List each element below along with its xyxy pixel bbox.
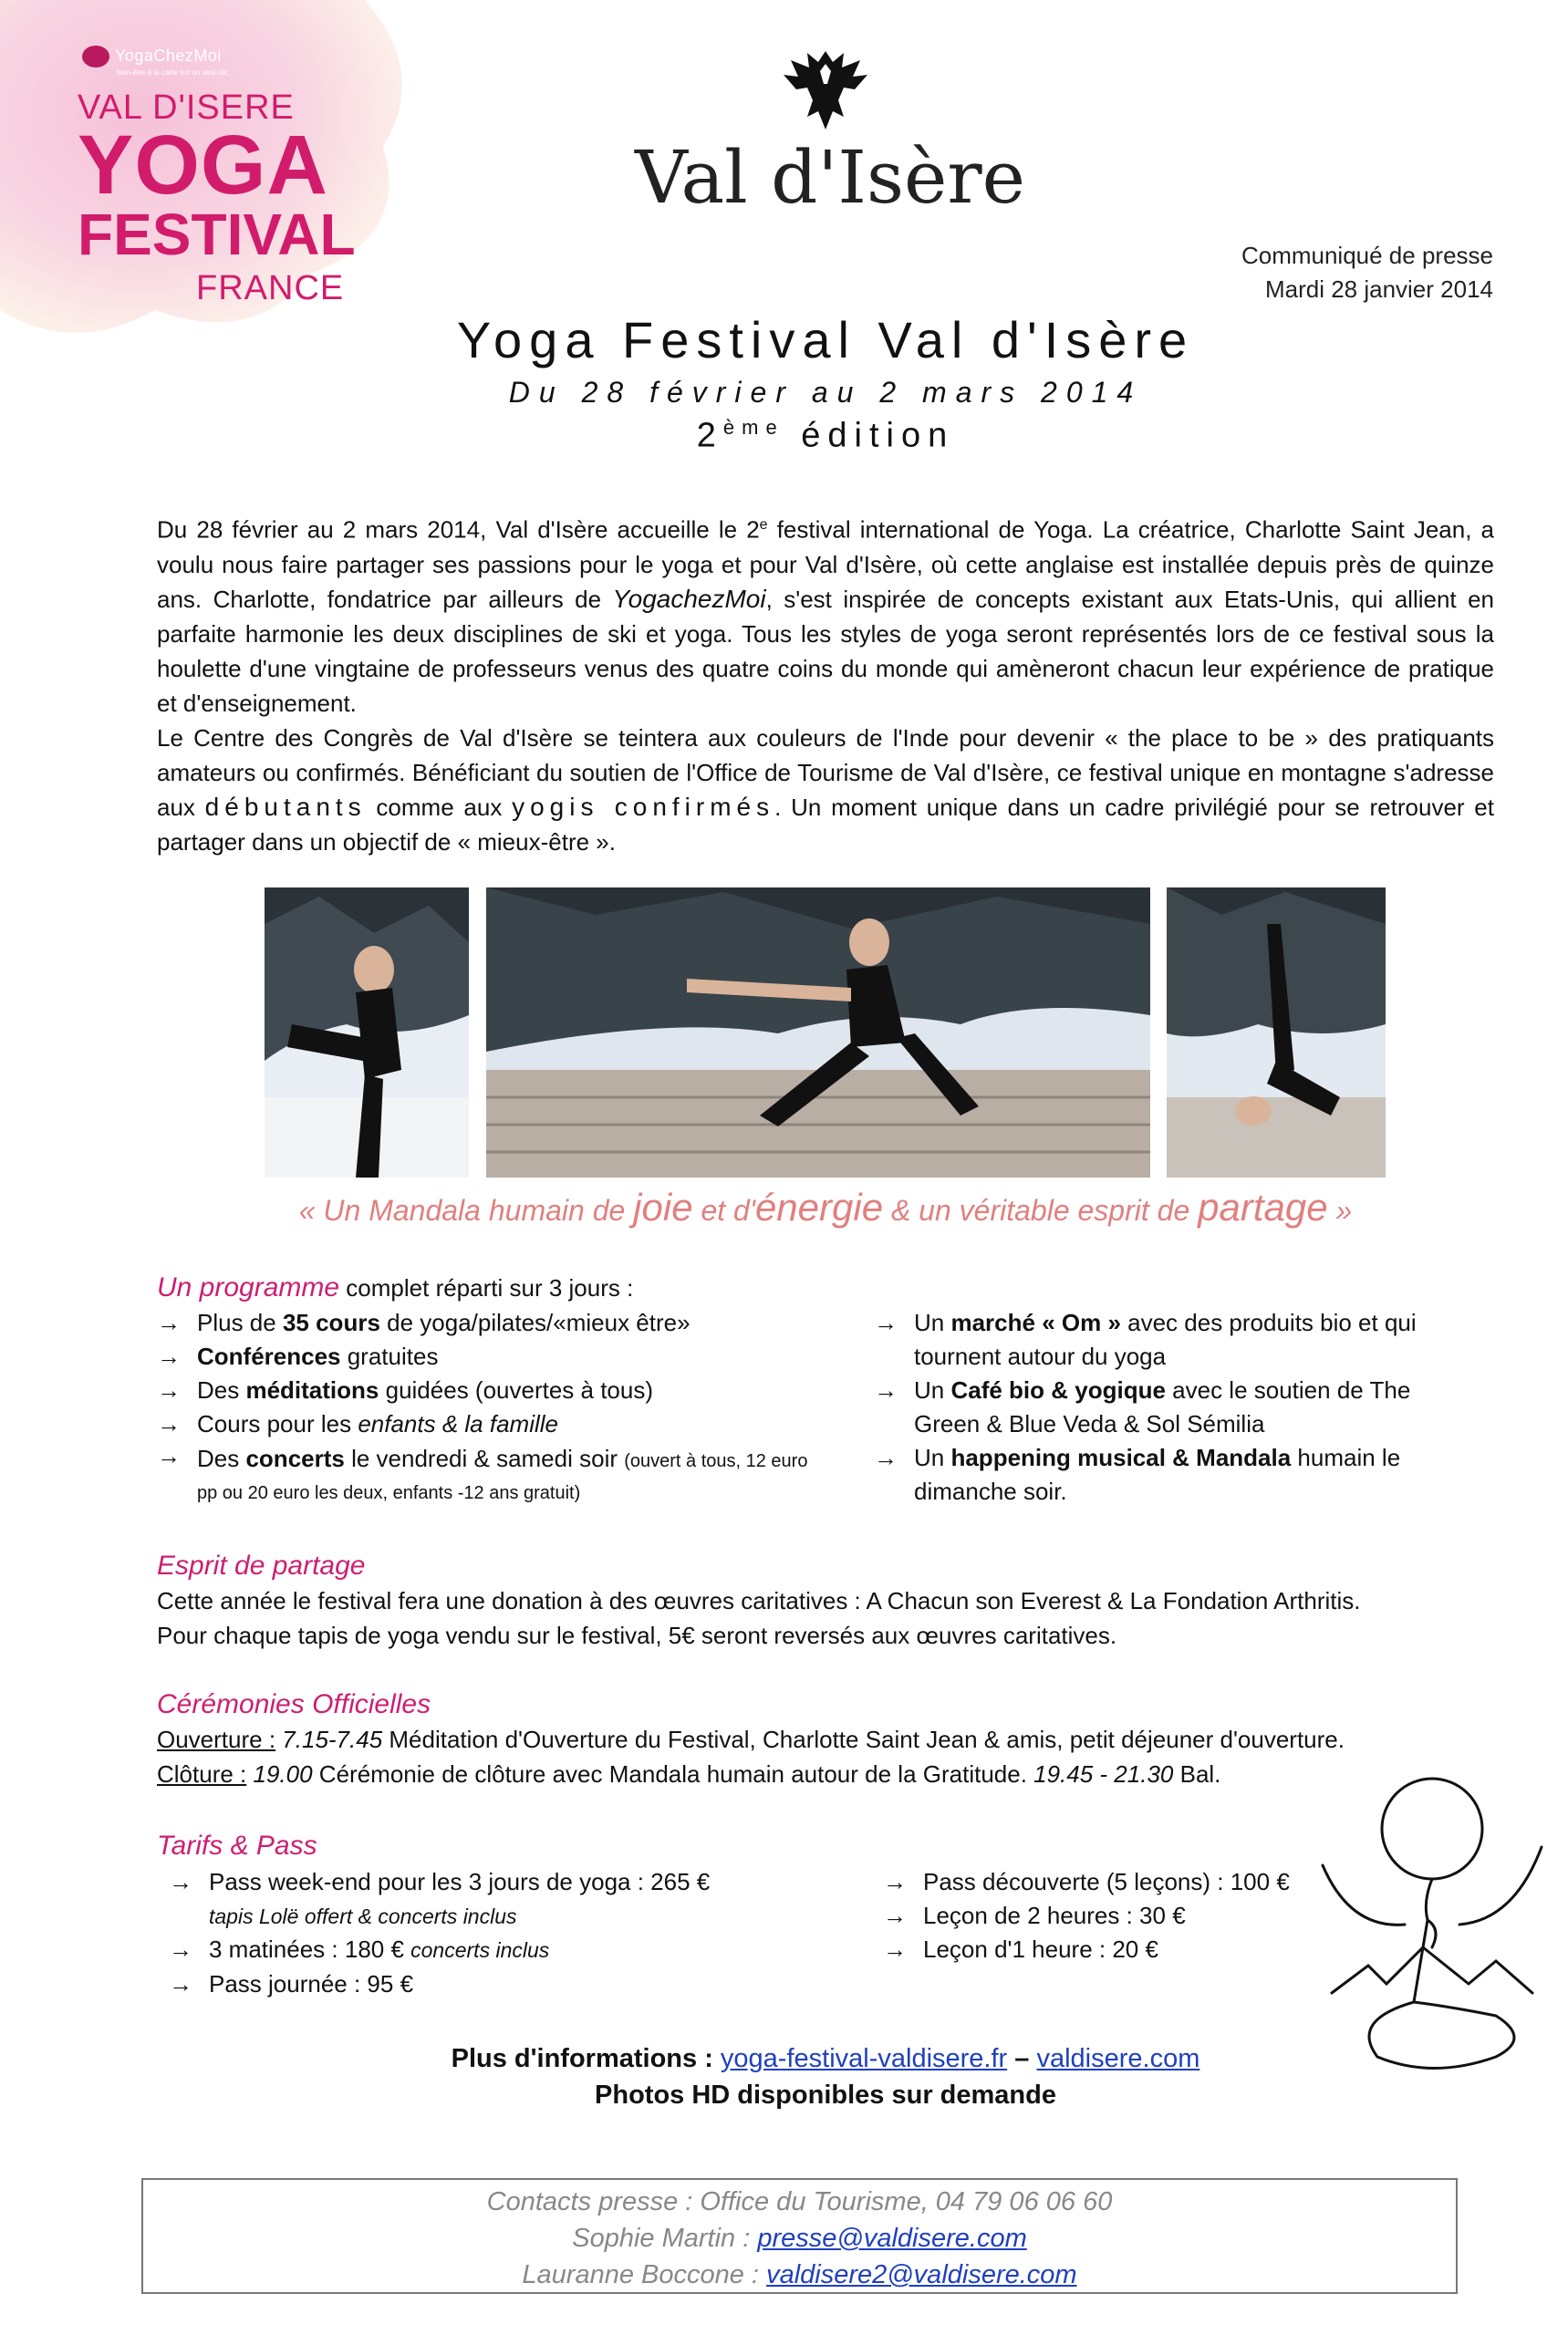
logo-line-france: FRANCE	[196, 269, 345, 307]
yoga-photo-dancer-pose	[265, 887, 469, 1178]
list-item: → Leçon d'1 heure : 20 €	[883, 1933, 1357, 1967]
list-item: → Pass découverte (5 leçons) : 100 €	[883, 1865, 1357, 1899]
arrow-icon: →	[874, 1376, 898, 1404]
arrow-icon: →	[874, 1444, 898, 1471]
page-title: Yoga Festival Val d'Isère	[456, 311, 1195, 368]
esprit-heading: Esprit de partage	[157, 1551, 366, 1581]
email-link[interactable]: valdisere2@valdisere.com	[766, 2260, 1077, 2289]
arrow-icon: →	[883, 1902, 907, 1929]
arrow-icon: →	[157, 1410, 181, 1437]
list-item: → Cours pour les enfants & la famille	[157, 1407, 814, 1441]
arrow-icon: →	[874, 1309, 898, 1336]
list-item: → Un marché « Om » avec des produits bio et qui tournent autour du yoga	[874, 1306, 1458, 1374]
festival-website-link[interactable]: yoga-festival-valdisere.fr	[720, 2044, 1008, 2073]
esprit-section: Esprit de partage Cette année le festival fera une donation à des œuvres caritatives : A Chacun son Everest & La Fondation Arthritis. Pour chaque tapis de yoga vendu sur le festival, 5€ seront reversés aux œuvres caritatives.	[157, 1549, 1525, 1653]
arrow-icon: →	[169, 1970, 192, 1998]
programme-list-right	[874, 1306, 1458, 1509]
yoga-photo-inversion-pose	[1167, 887, 1386, 1178]
yogachezmoi-brand: YogaChezMoi	[82, 46, 222, 67]
photos-note: Photos HD disponibles sur demande	[595, 2081, 1056, 2110]
list-item: → Leçon de 2 heures : 30 €	[883, 1899, 1357, 1933]
tarifs-list-right	[883, 1865, 1357, 1967]
list-item: → 3 matinées : 180 € concerts inclus	[169, 1933, 826, 1967]
more-info: Plus d'informations : yoga-festival-valdisere.fr – valdisere.com Photos HD disponibles sur demande	[451, 2044, 1200, 2110]
mandala-quote: « Un Mandala humain de joie et d'énergie & un véritable esprit de partage »	[298, 1186, 1353, 1229]
debutants-word: débutants	[204, 792, 367, 821]
opening-ceremony: Ouverture : 7.15-7.45 Méditation d'Ouverture du Festival, Charlotte Saint Jean & amis, petit déjeuner d'ouverture.	[157, 1726, 1345, 1753]
list-item: → Des méditations guidées (ouvertes à tous)	[157, 1374, 814, 1407]
arrow-icon: →	[169, 1868, 192, 1895]
list-item: → Un Café bio & yogique avec le soutien de The Green & Blue Veda & Sol Sémilia	[874, 1374, 1458, 1441]
arrow-icon: →	[157, 1309, 181, 1336]
valdisere-website-link[interactable]: valdisere.com	[1036, 2044, 1200, 2073]
ceremonies-heading: Cérémonies Officielles	[157, 1689, 431, 1719]
yogis-confirmes-word: yogis confirmés	[512, 792, 775, 821]
list-item: → Plus de 35 cours de yoga/pilates/«mieux être»	[157, 1306, 814, 1340]
edition-number: 2ème édition	[696, 416, 955, 455]
press-release-date: Mardi 28 janvier 2014	[1264, 275, 1493, 303]
list-item: → Un happening musical & Mandala humain le dimanche soir.	[874, 1441, 1458, 1509]
list-item: → Conférences gratuites	[157, 1340, 814, 1374]
tarifs-heading: Tarifs & Pass	[157, 1831, 317, 1861]
arrow-icon: →	[883, 1868, 907, 1895]
logo-line-val-disere: VAL D'ISERE	[78, 88, 295, 127]
programme-heading: Un programme complet réparti sur 3 jours :	[157, 1272, 634, 1302]
list-item: → Pass week-end pour les 3 jours de yoga : 265 € tapis Lolë offert & concerts inclus	[169, 1865, 826, 1933]
yoga-photo-lunge-pose	[486, 887, 1150, 1178]
arrow-icon: →	[169, 1935, 192, 1963]
press-release-header	[1241, 239, 1493, 306]
tarifs-list-left	[169, 1865, 826, 2001]
closing-ceremony: Clôture : 19.00 Cérémonie de clôture avec Mandala humain autour de la Gratitude. 19.45 - 21.30 Bal.	[157, 1760, 1221, 1788]
val-disere-logo: Val d'Isère	[635, 135, 1025, 220]
programme-list-left	[157, 1306, 814, 1508]
press-contacts-box: Contacts presse : Office du Tourisme, 04 79 06 06 60 Sophie Martin : presse@valdisere.com Lauranne Boccone : valdisere2@valdisere.com	[141, 2178, 1458, 2294]
list-item: → Des concerts le vendredi & samedi soir (ouvert à tous, 12 euro pp ou 20 euro les deux, enfants -12 ans gratuit)	[157, 1442, 808, 1503]
yogachezmoi-tagline: bien-être à la carte sur un seul clic	[117, 68, 228, 77]
logo-line-festival: FESTIVAL	[78, 202, 356, 267]
logo-line-yoga: YOGA	[78, 119, 328, 212]
lotus-flower-icon	[82, 46, 109, 67]
yogachezmoi-mention: YogachezMoi	[612, 584, 766, 613]
arrow-icon: →	[157, 1343, 181, 1370]
arrow-icon: →	[157, 1376, 181, 1404]
arrow-icon: →	[157, 1442, 181, 1469]
festival-dates: Du 28 février au 2 mars 2014	[508, 376, 1143, 409]
intro-paragraph: Du 28 février au 2 mars 2014, Val d'Isère accueille le 2e festival international de Yoga. La créatrice, Charlotte Saint Jean, a voulu nous faire partager ses passions pour le yoga et pour Val d'Isère, où cette anglaise est installée depuis près de quinze ans. Charlotte, fondatrice par ailleurs de YogachezMoi, s'est inspirée de concepts existant aux Etats-Unis, qui allient en parfaite harmonie les deux disciplines de ski et yoga. Tous les styles de yoga seront représentés lors de ce festival sous la houlette d'une vingtaine de professeurs venus des quatre coins du monde qui amèneront chacun leur expérience de pratique et d'enseignement. Le Centre des Congrès de Val d'Isère se teintera aux couleurs de l'Inde pour devenir « the place to be » des pratiquants amateurs ou confirmés. Bénéficiant du soutien de l'Office de Tourisme de Val d'Isère, ce festival unique en montagne s'adresse aux débutants comme aux yogis confirmés. Un moment unique dans un cadre privilégié pour se retrouver et partager dans un objectif de « mieux-être ».	[157, 515, 1495, 856]
eagle-emblem-icon	[771, 44, 880, 135]
list-item: → Pass journée : 95 €	[169, 1967, 826, 2001]
press-release-label: Communiqué de presse	[1241, 242, 1493, 269]
arrow-icon: →	[883, 1935, 907, 1963]
email-link[interactable]: presse@valdisere.com	[757, 2224, 1027, 2253]
